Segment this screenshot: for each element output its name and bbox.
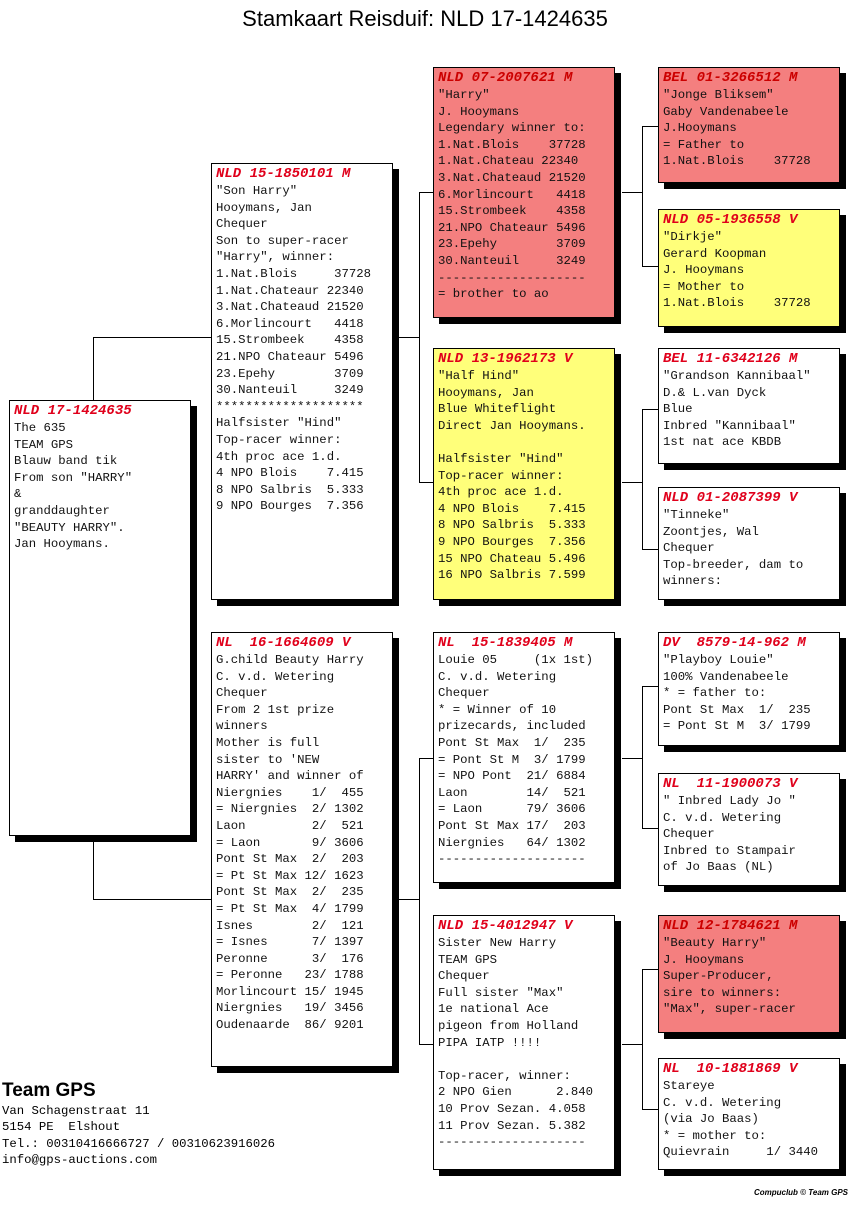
ring-number: DV 8579-14-962 M — [663, 635, 806, 651]
card-line: 30.Nanteuil 3249 — [438, 253, 586, 268]
connector — [642, 409, 658, 410]
card-line: 16 NPO Salbris 7.599 — [438, 568, 586, 583]
card-line: Jan Hooymans. — [14, 537, 110, 552]
connector — [642, 686, 643, 828]
connector — [399, 899, 419, 900]
card-line: Isnes 2/ 121 — [216, 918, 364, 933]
card-line: Direct Jan Hooymans. — [438, 418, 586, 433]
card-line: = Laon 79/ 3606 — [438, 802, 586, 817]
ring-number: NLD 12-1784621 M — [663, 918, 798, 934]
ring-number: NLD 15-4012947 V — [438, 918, 573, 934]
card-line: = Pt St Max 12/ 1623 — [216, 868, 364, 883]
connector — [622, 482, 642, 483]
card-line: Chequer — [663, 827, 715, 842]
card-line: prizecards, included — [438, 719, 586, 734]
card-line: sire to winners: — [663, 985, 782, 1000]
card-line: (via Jo Baas) — [663, 1112, 759, 1127]
card-line: Niergnies 19/ 3456 — [216, 1001, 364, 1016]
card-line: = brother to ao — [438, 287, 549, 302]
ring-number: NLD 05-1936558 V — [663, 212, 798, 228]
card-line: = Laon 9/ 3606 — [216, 835, 364, 850]
card-line: Niergnies 64/ 1302 — [438, 835, 586, 850]
card-line: " Inbred Lady Jo " — [663, 794, 796, 808]
card-line: 3.Nat.Chateaud 21520 — [216, 300, 364, 315]
card-line: Pont St Max 2/ 203 — [216, 852, 364, 867]
pedigree-card-sire — [211, 163, 393, 600]
pedigree-card-sire-dam — [433, 348, 615, 600]
card-line: 1.Nat.Chateau 22340 — [438, 154, 579, 169]
footer-email: info@gps-auctions.com — [2, 1153, 157, 1168]
connector — [622, 192, 642, 193]
card-line: "Tinneke" — [663, 508, 730, 522]
connector — [622, 1044, 642, 1045]
card-line: = Pont St M 3/ 1799 — [438, 752, 586, 767]
connector — [419, 1044, 433, 1045]
card-line: Hooymans, Jan — [216, 200, 312, 215]
connector — [419, 482, 433, 483]
card-line: -------------------- — [438, 852, 586, 867]
card-line: ******************** — [216, 399, 364, 414]
card-line: 9 NPO Bourges 7.356 — [438, 534, 586, 549]
card-line: Halfsister "Hind" — [216, 416, 342, 431]
card-line: "Dirkje" — [663, 230, 723, 244]
card-line: 2 NPO Gien 2.840 — [438, 1085, 593, 1100]
card-line: Top-racer winner: — [216, 432, 342, 447]
card-line: = Father to — [663, 137, 745, 152]
card-line: C. v.d. Wetering — [216, 669, 335, 684]
card-line: Quievrain 1/ 3440 — [663, 1145, 818, 1160]
pedigree-card-sss — [658, 67, 840, 183]
card-line: Super-Producer, — [663, 969, 774, 984]
card-line: HARRY' and winner of — [216, 769, 364, 784]
card-line: J. Hooymans — [663, 952, 745, 967]
card-line: Pont St Max 17/ 203 — [438, 818, 586, 833]
card-line: J. Hooymans — [438, 104, 520, 119]
card-line: 8 NPO Salbris 5.333 — [216, 482, 364, 497]
card-line: 4 NPO Blois 7.415 — [216, 466, 364, 481]
card-line: Full sister "Max" — [438, 985, 564, 1000]
card-line: * = father to: — [663, 686, 767, 701]
card-line: 15.Strombeek 4358 — [438, 204, 586, 219]
connector — [419, 758, 433, 759]
connector — [93, 836, 94, 899]
card-line: Top-racer, winner: — [438, 1068, 571, 1083]
connector — [399, 337, 419, 338]
ring-number: NLD 13-1962173 V — [438, 351, 573, 367]
copyright-note: Compuclub © Team GPS — [753, 1188, 848, 1197]
card-line: Morlincourt 15/ 1945 — [216, 984, 364, 999]
card-line: 21.NPO Chateaur 5496 — [438, 220, 586, 235]
card-line: J.Hooymans — [663, 121, 737, 136]
card-line: TEAM GPS — [438, 952, 498, 967]
card-line: 21.NPO Chateaur 5496 — [216, 349, 364, 364]
page-title: Stamkaart Reisduif: NLD 17-1424635 — [242, 6, 608, 31]
pedigree-card-dsd — [658, 773, 840, 886]
card-line: Peronne 3/ 176 — [216, 951, 364, 966]
card-line: = Mother to — [663, 279, 745, 294]
card-line: 30.Nanteuil 3249 — [216, 383, 364, 398]
card-line: Laon 2/ 521 — [216, 818, 364, 833]
pedigree-card-sire-sire — [433, 67, 615, 318]
card-line: "Half Hind" — [438, 369, 520, 383]
card-line: G.child Beauty Harry — [216, 653, 364, 667]
card-line: TEAM GPS — [14, 437, 74, 452]
pedigree-card-dss — [658, 632, 840, 746]
card-line: "Beauty Harry" — [663, 936, 767, 950]
footer-phone: Tel.: 00310416666727 / 00310623916026 — [2, 1136, 276, 1151]
card-line: 15 NPO Chateau 5.496 — [438, 551, 586, 566]
card-line: 23.Epehy 3709 — [438, 237, 586, 252]
card-line: 1st nat ace KBDB — [663, 435, 782, 450]
card-line: Halfsister "Hind" — [438, 451, 564, 466]
footer-address: Van Schagenstraat 11 — [2, 1104, 150, 1118]
card-line: 10 Prov Sezan. 4.058 — [438, 1101, 586, 1116]
card-line: Gaby Vandenabeele — [663, 104, 789, 119]
card-line: Chequer — [216, 217, 268, 232]
card-line: 4th proc ace 1.d. — [438, 485, 564, 500]
card-line: Inbred to Stampair — [663, 843, 796, 858]
card-line: Louie 05 (1x 1st) — [438, 653, 593, 667]
footer-name: Team GPS — [2, 1080, 96, 1101]
card-line: J. Hooymans — [663, 263, 745, 278]
card-line: Pont St Max 2/ 235 — [216, 885, 364, 900]
card-line: Son to super-racer — [216, 233, 349, 248]
card-line: C. v.d. Wetering — [438, 669, 557, 684]
connector — [642, 409, 643, 549]
card-line: Pont St Max 1/ 235 — [438, 735, 586, 750]
card-line: Legendary winner to: — [438, 121, 586, 136]
pedigree-card-dds — [658, 915, 840, 1033]
card-line: "Playboy Louie" — [663, 653, 774, 667]
card-line: The 635 — [14, 421, 66, 435]
connector — [419, 192, 433, 193]
card-line: Blauw band tik — [14, 454, 118, 469]
card-line: From 2 1st prize — [216, 702, 335, 717]
connector — [642, 126, 643, 266]
card-line — [438, 1051, 610, 1068]
card-line: 8 NPO Salbris 5.333 — [438, 518, 586, 533]
card-line: C. v.d. Wetering — [663, 1095, 782, 1110]
card-line: = Pt St Max 4/ 1799 — [216, 901, 364, 916]
card-line: "Harry", winner: — [216, 250, 335, 265]
connector — [642, 126, 658, 127]
connector — [93, 899, 211, 900]
pedigree-card-dam — [211, 632, 393, 1067]
ring-number: NLD 01-2087399 V — [663, 490, 798, 506]
card-line: Stareye — [663, 1079, 715, 1093]
card-line: Chequer — [438, 686, 490, 701]
card-line: = Pont St M 3/ 1799 — [663, 719, 811, 734]
card-line: Oudenaarde 86/ 9201 — [216, 1018, 364, 1033]
card-line: 23.Epehy 3709 — [216, 366, 364, 381]
pedigree-card-sdd — [658, 487, 840, 600]
card-line: * = Winner of 10 — [438, 702, 557, 717]
card-line: Niergnies 1/ 455 — [216, 785, 364, 800]
ring-number: NLD 17-1424635 — [14, 403, 132, 419]
connector — [642, 686, 658, 687]
connector — [93, 337, 211, 338]
card-line — [438, 434, 610, 451]
card-line: Inbred "Kannibaal" — [663, 418, 796, 433]
card-line: "Max", super-racer — [663, 1002, 796, 1017]
ring-number: NL 11-1900073 V — [663, 776, 798, 792]
card-line: = Isnes 7/ 1397 — [216, 935, 364, 950]
card-line: Blue — [663, 402, 693, 417]
card-line: 100% Vandenabeele — [663, 669, 789, 684]
card-line: Top-racer winner: — [438, 468, 564, 483]
card-line: Laon 14/ 521 — [438, 785, 586, 800]
card-line: 6.Morlincourt 4418 — [438, 187, 586, 202]
ring-number: BEL 01-3266512 M — [663, 70, 798, 86]
card-line: Sister New Harry — [438, 936, 557, 950]
pedigree-card-ssd — [658, 209, 840, 327]
card-line: Chequer — [663, 541, 715, 556]
card-line: 1.Nat.Blois 37728 — [438, 137, 586, 152]
card-line: 11 Prov Sezan. 5.382 — [438, 1118, 586, 1133]
connector — [642, 266, 658, 267]
card-line: 1.Nat.Blois 37728 — [216, 266, 371, 281]
card-line: 1.Nat.Chateaur 22340 — [216, 283, 364, 298]
card-line: = Peronne 23/ 1788 — [216, 968, 364, 983]
card-line: Chequer — [438, 969, 490, 984]
connector — [642, 969, 643, 1109]
card-line: From son "HARRY" — [14, 470, 133, 485]
card-line: pigeon from Holland — [438, 1018, 579, 1033]
pedigree-card-ddd — [658, 1058, 840, 1170]
card-line: winners: — [663, 574, 723, 589]
card-line: 4th proc ace 1.d. — [216, 449, 342, 464]
card-line: Chequer — [216, 686, 268, 701]
card-line: Top-breeder, dam to — [663, 557, 804, 572]
card-line: 1.Nat.Blois 37728 — [663, 154, 811, 169]
card-line: C. v.d. Wetering — [663, 810, 782, 825]
card-line: "Son Harry" — [216, 184, 298, 198]
connector — [642, 828, 658, 829]
card-line: Zoontjes, Wal — [663, 524, 759, 539]
connector — [419, 758, 420, 1044]
card-line: of Jo Baas (NL) — [663, 860, 774, 875]
card-line: 1.Nat.Blois 37728 — [663, 296, 811, 311]
card-line: = NPO Pont 21/ 6884 — [438, 769, 586, 784]
card-line: PIPA IATP !!!! — [438, 1035, 542, 1050]
card-line: 3.Nat.Chateaud 21520 — [438, 170, 586, 185]
card-line: * = mother to: — [663, 1128, 767, 1143]
card-line: -------------------- — [438, 1135, 586, 1150]
ring-number: NL 10-1881869 V — [663, 1061, 798, 1077]
connector — [93, 337, 94, 400]
connector — [642, 969, 658, 970]
ring-number: NLD 07-2007621 M — [438, 70, 573, 86]
connector — [642, 549, 658, 550]
pedigree-card-subject — [9, 400, 191, 836]
ring-number: NL 15-1839405 M — [438, 635, 573, 651]
ring-number: NLD 15-1850101 M — [216, 166, 351, 182]
card-line: "Harry" — [438, 88, 490, 102]
card-line: = Niergnies 2/ 1302 — [216, 802, 364, 817]
card-line: 15.Strombeek 4358 — [216, 333, 364, 348]
ring-number: BEL 11-6342126 M — [663, 351, 798, 367]
card-line: "Grandson Kannibaal" — [663, 369, 811, 383]
pedigree-card-sds — [658, 348, 840, 464]
card-line: 4 NPO Blois 7.415 — [438, 501, 586, 516]
card-line: 6.Morlincourt 4418 — [216, 316, 364, 331]
card-line: sister to 'NEW — [216, 752, 320, 767]
card-line: "BEAUTY HARRY". — [14, 520, 125, 535]
card-line: Gerard Koopman — [663, 246, 767, 261]
card-line: & — [14, 487, 22, 502]
connector — [622, 758, 642, 759]
card-line: 9 NPO Bourges 7.356 — [216, 499, 364, 514]
pedigree-card-dam-dam — [433, 915, 615, 1170]
card-line: Blue Whiteflight — [438, 402, 557, 417]
card-line: Hooymans, Jan — [438, 385, 534, 400]
card-line: D.& L.van Dyck — [663, 385, 767, 400]
card-line: -------------------- — [438, 270, 586, 285]
footer-city: 5154 PE Elshout — [2, 1120, 121, 1135]
card-line: Mother is full — [216, 735, 320, 750]
card-line: winners — [216, 719, 268, 734]
pedigree-card-dam-sire — [433, 632, 615, 883]
connector — [642, 1109, 658, 1110]
footer-contact — [2, 1079, 275, 1169]
card-line: "Jonge Bliksem" — [663, 88, 774, 102]
card-line: granddaughter — [14, 503, 110, 518]
card-line: 1e national Ace — [438, 1002, 549, 1017]
card-line: Pont St Max 1/ 235 — [663, 702, 811, 717]
ring-number: NL 16-1664609 V — [216, 635, 351, 651]
connector — [419, 192, 420, 482]
